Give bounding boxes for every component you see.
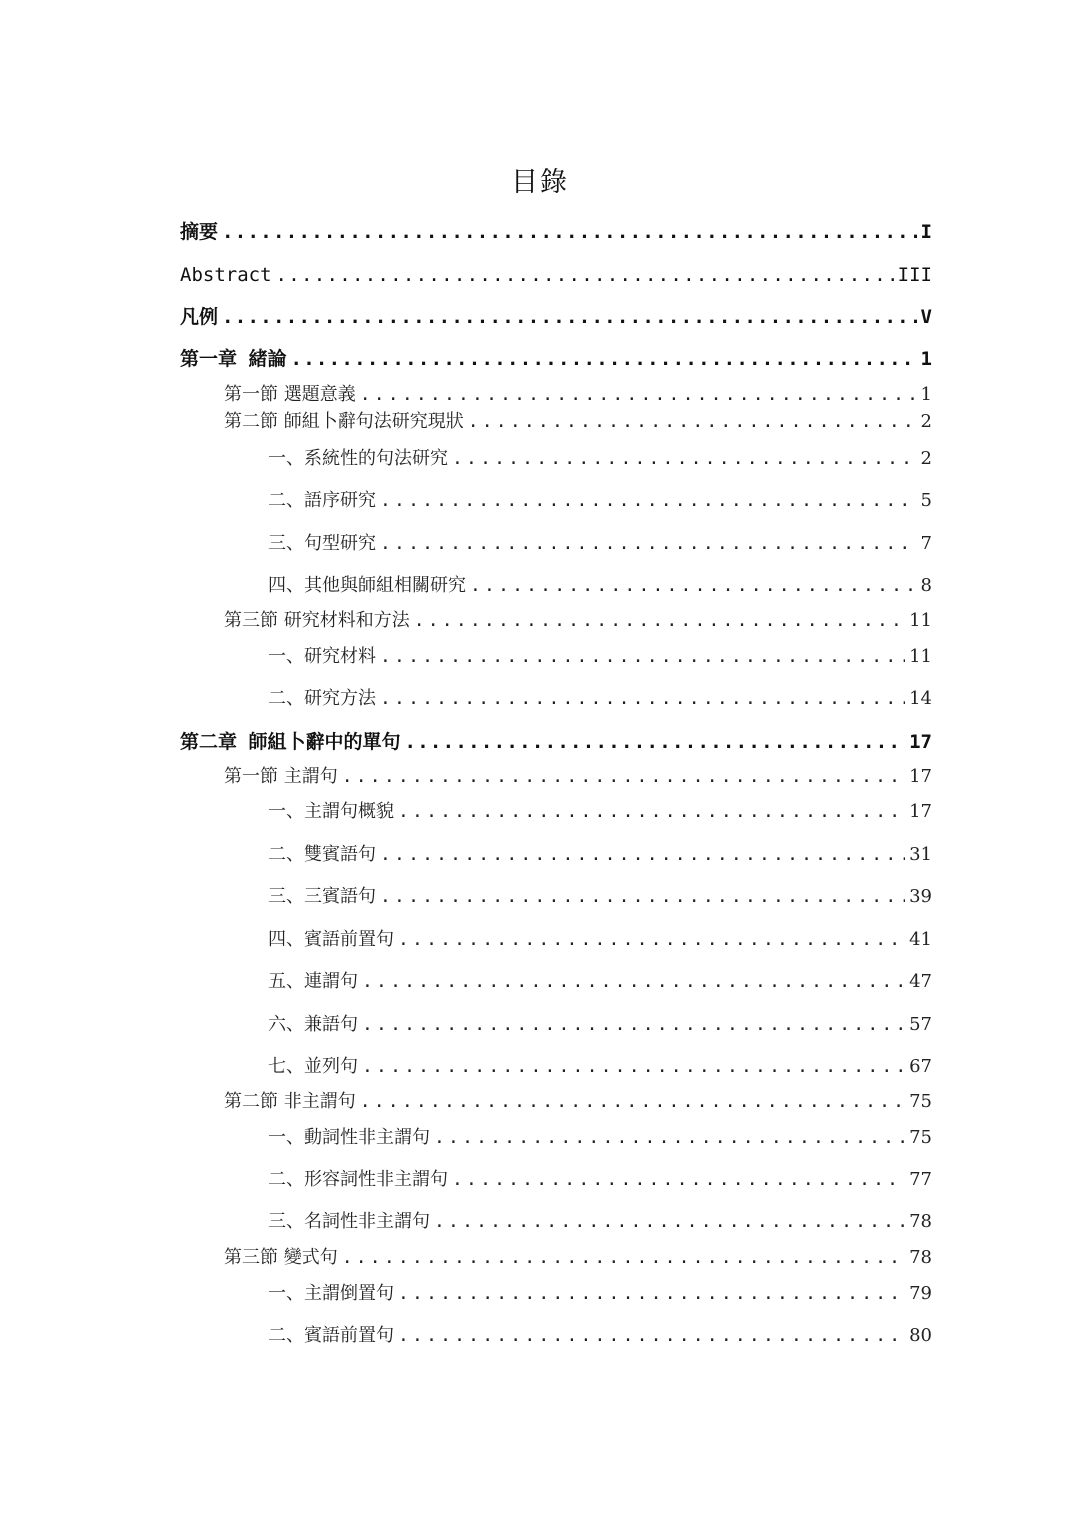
toc-page-number: 79 — [909, 1283, 932, 1304]
toc-entry-chapter-1[interactable] — [180, 345, 932, 373]
toc-entry-subsection[interactable] — [268, 883, 932, 911]
toc-leader-dots — [290, 345, 916, 373]
toc-leader-dots — [342, 1244, 905, 1272]
toc-entry-subsection[interactable] — [268, 445, 932, 473]
toc-leader-dots — [222, 303, 917, 331]
toc-leader-dots — [362, 968, 905, 996]
toc-leader-dots — [342, 763, 905, 791]
toc-page-number: 57 — [909, 1014, 932, 1035]
toc-leader-dots — [470, 572, 917, 600]
toc-entry-subsection[interactable] — [268, 1208, 932, 1236]
toc-leader-dots — [362, 1053, 905, 1081]
toc-leader-dots — [380, 530, 917, 558]
toc-page-number: 1 — [920, 348, 932, 370]
toc-leader-dots — [380, 487, 917, 515]
toc-page-number: 5 — [920, 490, 932, 511]
toc-entry-subsection[interactable] — [268, 530, 932, 558]
toc-entry-label: 三、三賓語句 — [268, 886, 376, 907]
toc-entry-conventions[interactable] — [180, 303, 932, 331]
toc-page-number: 67 — [909, 1056, 932, 1077]
toc-page-number: 17 — [909, 766, 932, 787]
toc-entry-label: 二、研究方法 — [268, 688, 376, 709]
toc-entry-label: 一、主謂倒置句 — [268, 1283, 394, 1304]
toc-leader-dots — [360, 1088, 905, 1116]
toc-page-number: 2 — [920, 448, 932, 469]
toc-page-number: 17 — [909, 801, 932, 822]
toc-page-number: 75 — [909, 1091, 932, 1112]
toc-leader-dots — [398, 1280, 905, 1308]
toc-entry-label: 六、兼語句 — [268, 1014, 358, 1035]
toc-entry-label: 一、主謂句概貌 — [268, 801, 394, 822]
toc-entry-section[interactable] — [224, 408, 932, 436]
toc-entry-section[interactable] — [224, 1244, 932, 1272]
toc-page-number: 14 — [909, 688, 932, 709]
toc-page-number: 31 — [909, 844, 932, 865]
toc-entry-label: 第三節 變式句 — [224, 1247, 338, 1268]
toc-leader-dots — [398, 1322, 905, 1350]
toc-page-number: 11 — [909, 646, 932, 667]
toc-entry-label: 七、並列句 — [268, 1056, 358, 1077]
toc-entry-chapter-2[interactable] — [180, 728, 932, 756]
toc-leader-dots — [414, 607, 905, 635]
toc-leader-dots — [380, 841, 905, 869]
toc-page-number: 77 — [909, 1169, 932, 1190]
toc-entry-label: 二、語序研究 — [268, 490, 376, 511]
toc-entry-section[interactable] — [224, 381, 932, 409]
toc-page-number: 80 — [909, 1325, 932, 1346]
toc-page-number: 78 — [909, 1211, 932, 1232]
toc-entry-subsection[interactable] — [268, 643, 932, 671]
toc-page-number: 11 — [909, 610, 932, 631]
toc-leader-dots — [398, 798, 905, 826]
toc-entry-label: 五、連謂句 — [268, 971, 358, 992]
toc-entry-subsection[interactable] — [268, 685, 932, 713]
toc-entry-abstract-zh[interactable] — [180, 218, 932, 246]
toc-entry-label: 三、句型研究 — [268, 533, 376, 554]
toc-entry-section[interactable] — [224, 1088, 932, 1116]
toc-page-number: 75 — [909, 1127, 932, 1148]
toc-entry-subsection[interactable] — [268, 1124, 932, 1152]
toc-leader-dots — [404, 728, 905, 756]
toc-entry-label: 四、其他與師組相關研究 — [268, 575, 466, 596]
toc-entry-label: 第二節 非主謂句 — [224, 1091, 356, 1112]
toc-leader-dots — [468, 408, 917, 436]
toc-page-number: 78 — [909, 1247, 932, 1268]
toc-entry-subsection[interactable] — [268, 968, 932, 996]
toc-entry-subsection[interactable] — [268, 1053, 932, 1081]
toc-entry-subsection[interactable] — [268, 798, 932, 826]
toc-entry-label: 第一節 選題意義 — [224, 384, 356, 405]
toc-entry-subsection[interactable] — [268, 841, 932, 869]
toc-entry-label: 一、系統性的句法研究 — [268, 448, 448, 469]
page-title: 目錄 — [511, 167, 569, 198]
toc-entry-label: 二、形容詞性非主謂句 — [268, 1169, 448, 1190]
toc-entry-subsection[interactable] — [268, 487, 932, 515]
toc-page-number: 8 — [920, 575, 932, 596]
toc-leader-dots — [380, 685, 905, 713]
toc-page-number: III — [897, 264, 932, 286]
toc-entry-subsection[interactable] — [268, 1166, 932, 1194]
toc-leader-dots — [380, 883, 905, 911]
toc-entry-abstract-en[interactable] — [180, 261, 932, 289]
toc-page-number: V — [920, 306, 932, 328]
toc-page-number: 1 — [920, 384, 932, 405]
toc-entry-label: 第二章 師組卜辭中的單句 — [180, 731, 401, 753]
toc-entry-label: 二、賓語前置句 — [268, 1325, 394, 1346]
toc-leader-dots — [398, 926, 905, 954]
toc-entry-section[interactable] — [224, 607, 932, 635]
toc-leader-dots — [434, 1208, 905, 1236]
toc-entry-subsection[interactable] — [268, 926, 932, 954]
toc-entry-label: 三、名詞性非主謂句 — [268, 1211, 430, 1232]
toc-leader-dots — [452, 1166, 905, 1194]
toc-entry-label: 摘要 — [180, 221, 219, 243]
toc-entry-label: Abstract — [180, 264, 272, 286]
toc-entry-label: 凡例 — [180, 306, 219, 328]
toc-leader-dots — [380, 643, 905, 671]
toc-leader-dots — [360, 381, 917, 409]
toc-entry-label: 第三節 研究材料和方法 — [224, 610, 410, 631]
toc-entry-label: 一、動詞性非主謂句 — [268, 1127, 430, 1148]
toc-page-number: 39 — [909, 886, 932, 907]
toc-leader-dots — [276, 261, 894, 289]
toc-page-number: 2 — [920, 411, 932, 432]
toc-page-number: I — [920, 221, 932, 243]
toc-page-number: 17 — [909, 731, 932, 753]
toc-page-number: 7 — [920, 533, 932, 554]
toc-entry-label: 二、雙賓語句 — [268, 844, 376, 865]
toc-entry-label: 四、賓語前置句 — [268, 929, 394, 950]
toc-leader-dots — [452, 445, 917, 473]
toc-entry-section[interactable] — [224, 763, 932, 791]
toc-entry-label: 第二節 師組卜辭句法研究現狀 — [224, 411, 464, 432]
toc-entry-label: 第一章 緒論 — [180, 348, 287, 370]
toc-page-number: 41 — [909, 929, 932, 950]
toc-entry-label: 一、研究材料 — [268, 646, 376, 667]
toc-entry-subsection[interactable] — [268, 1322, 932, 1350]
toc-page-number: 47 — [909, 971, 932, 992]
toc-leader-dots — [434, 1124, 905, 1152]
toc-leader-dots — [362, 1011, 905, 1039]
toc-leader-dots — [222, 218, 917, 246]
toc-entry-subsection[interactable] — [268, 1280, 932, 1308]
toc-entry-label: 第一節 主謂句 — [224, 766, 338, 787]
toc-entry-subsection[interactable] — [268, 572, 932, 600]
toc-entry-subsection[interactable] — [268, 1011, 932, 1039]
